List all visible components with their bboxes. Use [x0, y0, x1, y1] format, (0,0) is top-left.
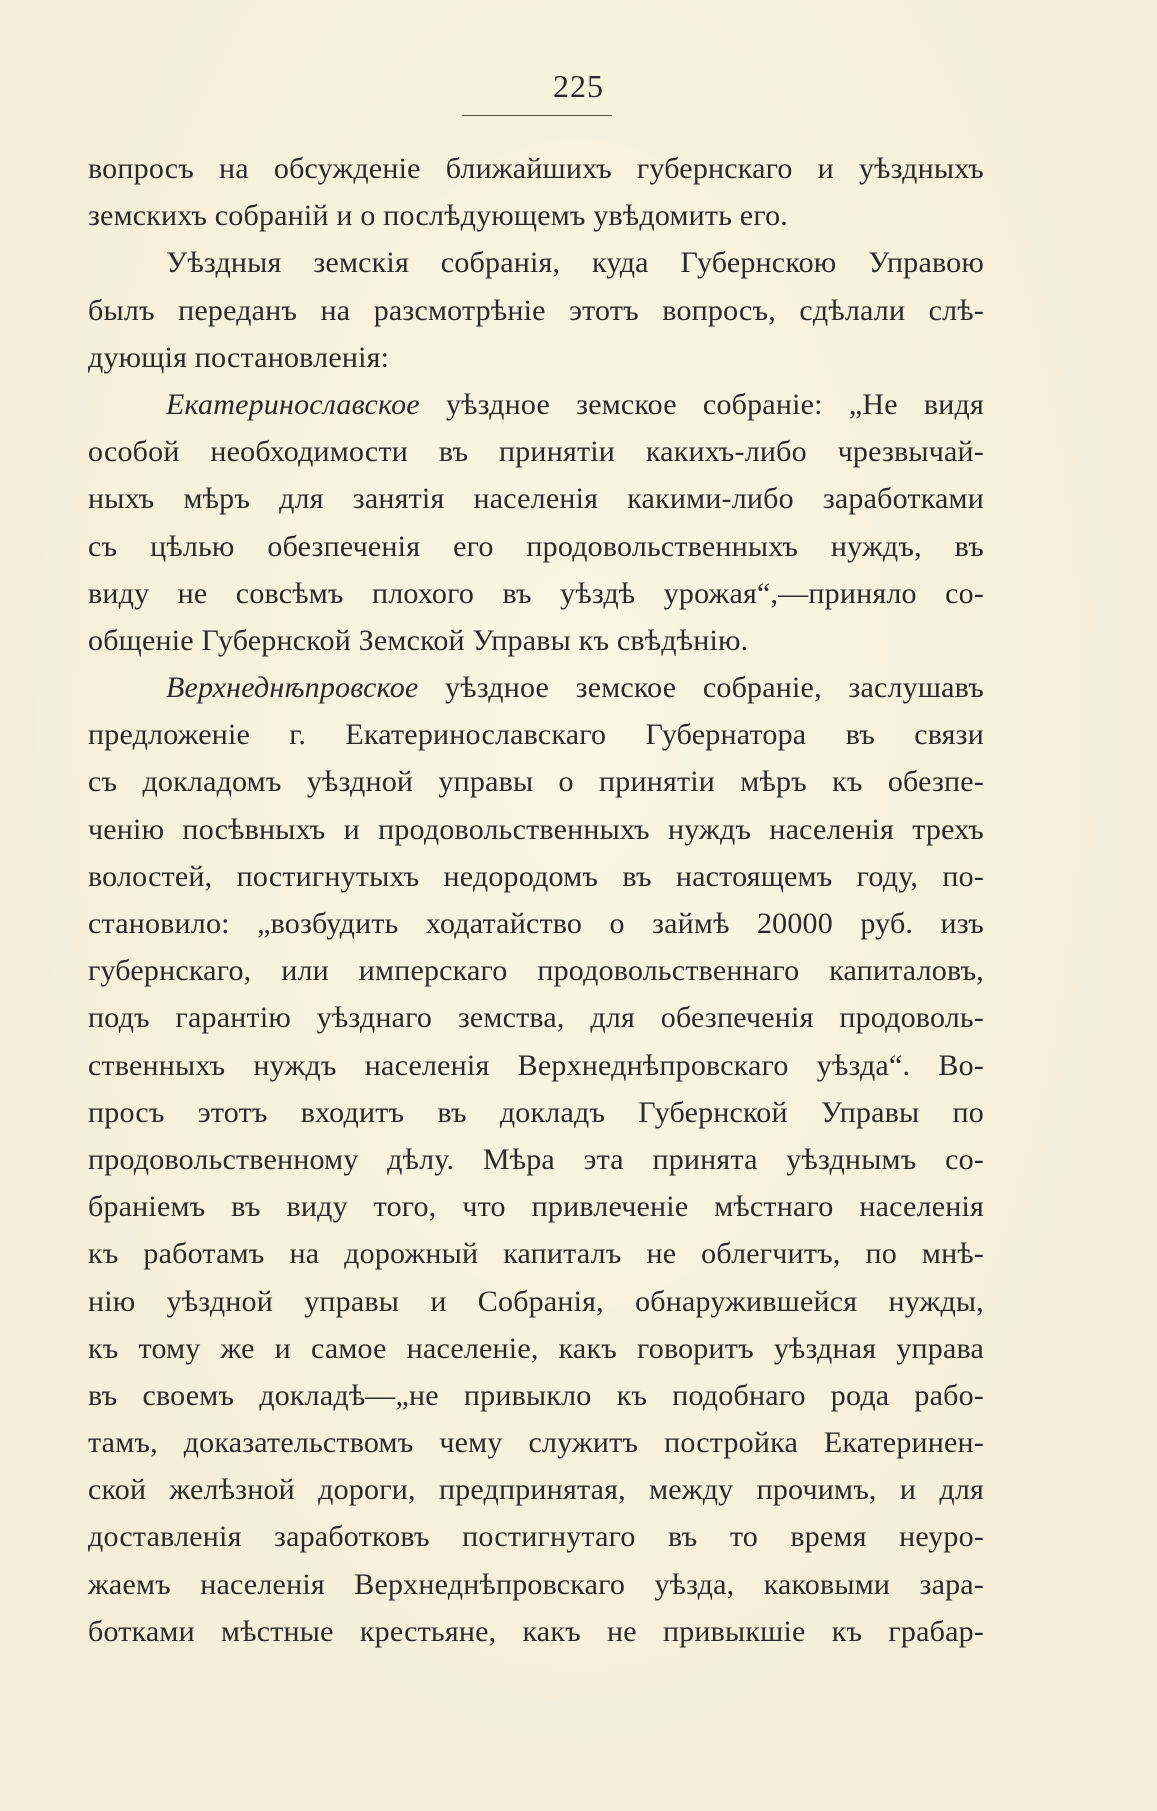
text-line: общеніе Губернской Земской Управы къ свѣдѣнію. — [88, 623, 749, 657]
text-line: ченію посѣвныхъ и продовольственныхъ нуждъ населенія трехъ — [88, 812, 984, 846]
text-line: особой необходимости въ принятіи какихъ-либо чрезвычай- — [88, 435, 984, 469]
text-line: съ цѣлью обезпеченія его продовольственныхъ нуждъ, въ — [88, 529, 984, 563]
text-line: становило: „возбудить ходатайство о займѣ 20000 руб. изъ — [88, 907, 984, 940]
text-line: подъ гарантію уѣзднаго земства, для обезпеченія продоволь- — [88, 1001, 984, 1035]
text-line: былъ переданъ на разсмотрѣніе этотъ вопросъ, сдѣлали слѣ- — [88, 293, 984, 327]
text-line: Уѣздныя земскія собранія, куда Губернскою Управою — [166, 246, 984, 280]
text-line: жаемъ населенія Верхнеднѣпровскаго уѣзда, каковыми зара- — [88, 1567, 984, 1601]
text-line: ныхъ мѣръ для занятія населенія какими-либо заработками — [88, 482, 984, 516]
page-number: 225 — [553, 68, 604, 104]
text-line: ской желѣзной дороги, предпринятая, между прочимъ, и для — [88, 1473, 984, 1507]
text-line: земскихъ собраній и о послѣдующемъ увѣдомить его. — [88, 199, 788, 233]
text-line: предложеніе г. Екатеринославскаго Губернатора въ связи — [88, 718, 984, 752]
district-name-verkhnedneprovsk: Верхнеднѣпровское — [166, 671, 419, 705]
text-line: въ своемъ докладѣ—„не привыкло къ подобнаго рода рабо- — [88, 1378, 984, 1412]
text-line: губернскаго, или имперскаго продовольственнаго капиталовъ, — [88, 954, 984, 988]
text-line: дующія постановленія: — [88, 340, 390, 374]
text-line: тамъ, доказательствомъ чему служитъ постройка Екатеринен- — [88, 1426, 984, 1460]
text-line: вопросъ на обсужденіе ближайшихъ губернскаго и уѣздныхъ — [88, 152, 984, 185]
district-name-ekaterinoslav: Екатеринославское — [166, 387, 420, 421]
text-line — [88, 381, 984, 428]
page-number-rule — [462, 115, 612, 116]
text-line: ботками мѣстные крестьяне, какъ не привыкшіе къ грабар- — [88, 1614, 984, 1648]
text-line: виду не совсѣмъ плохого въ уѣздѣ урожая“,—приняло со- — [88, 576, 984, 610]
text-line: продовольственному дѣлу. Мѣра эта принята уѣзднымъ со- — [88, 1142, 984, 1176]
text-line: нію уѣздной управы и Собранія, обнаружившейся нужды, — [88, 1284, 984, 1318]
text-fragment: уѣздное земское собраніе, заслушавъ — [418, 671, 984, 705]
text-line: ственныхъ нуждъ населенія Верхнеднѣпровскаго уѣзда“. Во- — [88, 1048, 984, 1082]
text-line — [88, 664, 984, 711]
text-line: волостей, постигнутыхъ недородомъ въ настоящемъ году, по- — [88, 859, 984, 893]
body-text — [88, 145, 984, 1655]
text-fragment: уѣздное земское собраніе: „Не видя — [419, 387, 984, 421]
text-line: доставленія заработковъ постигнутаго въ то время неуро- — [88, 1520, 984, 1554]
text-line: къ работамъ на дорожный капиталъ не облегчитъ, по мнѣ- — [88, 1237, 984, 1271]
text-line: браніемъ въ виду того, что привлеченіе мѣстнаго населенія — [88, 1190, 984, 1224]
text-line: съ докладомъ уѣздной управы о принятіи мѣръ къ обезпе- — [88, 765, 984, 799]
text-line: къ тому же и самое населеніе, какъ говоритъ уѣздная управа — [88, 1331, 984, 1365]
text-line: просъ этотъ входитъ въ докладъ Губернской Управы по — [88, 1095, 984, 1129]
